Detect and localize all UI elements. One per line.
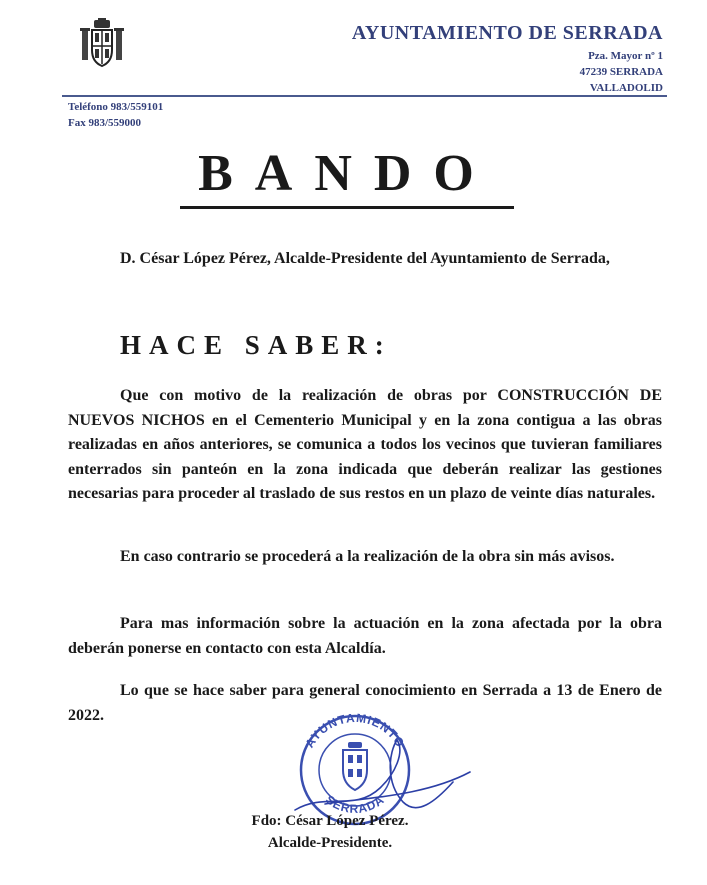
document-title: BANDO bbox=[198, 145, 496, 202]
address-block bbox=[580, 48, 663, 96]
contact-block bbox=[68, 99, 163, 131]
title-underline bbox=[180, 206, 514, 209]
seal-text-top: AYUNTAMIENTO bbox=[302, 712, 408, 751]
hace-saber-heading: HACE SABER: bbox=[120, 330, 392, 360]
header-divider bbox=[62, 95, 667, 97]
paragraph-informacion: Para mas información sobre la actuación en la zona afectada por la obra deberán ponerse en contacto con esta Alcaldía. bbox=[68, 615, 662, 657]
paragraph-obras: Que con motivo de la realización de obras por CONSTRUCCIÓN DE NUEVOS NICHOS en el Cementerio Municipal y en la zona contigua a las obras realizadas en años anteriores, se comunica a todos los vecinos que tuvieran familiares enterrados sin panteón en la zona indicada que deberán realizar las gestiones necesarias para proceder al traslado de sus restos en un plazo de veinte días naturales. bbox=[68, 387, 662, 502]
seal-text-bottom: SERRADA bbox=[322, 792, 388, 816]
paragraph-caso-contrario: En caso contrario se procederá a la realización de la obra sin más avisos. bbox=[120, 548, 615, 565]
address-line: VALLADOLID bbox=[589, 82, 663, 94]
phone-number: Teléfono 983/559101 bbox=[68, 101, 164, 113]
org-name: AYUNTAMIENTO DE SERRADA bbox=[351, 22, 663, 44]
address-line: 47239 SERRADA bbox=[579, 66, 663, 78]
signature-role: Alcalde-Presidente. bbox=[267, 835, 393, 851]
coat-of-arms-icon bbox=[80, 18, 124, 68]
signature-name: Fdo: César López Pérez. bbox=[251, 813, 409, 829]
fax-number: Fax 983/559000 bbox=[68, 117, 142, 129]
signature-block bbox=[230, 810, 430, 854]
paragraph-conocimiento: Lo que se hace saber para general conocimiento en Serrada a 13 de Enero de 2022. bbox=[68, 682, 662, 724]
intro-paragraph: D. César López Pérez, Alcalde-Presidente del Ayuntamiento de Serrada, bbox=[120, 250, 610, 267]
address-line: Pza. Mayor nº 1 bbox=[588, 50, 663, 62]
